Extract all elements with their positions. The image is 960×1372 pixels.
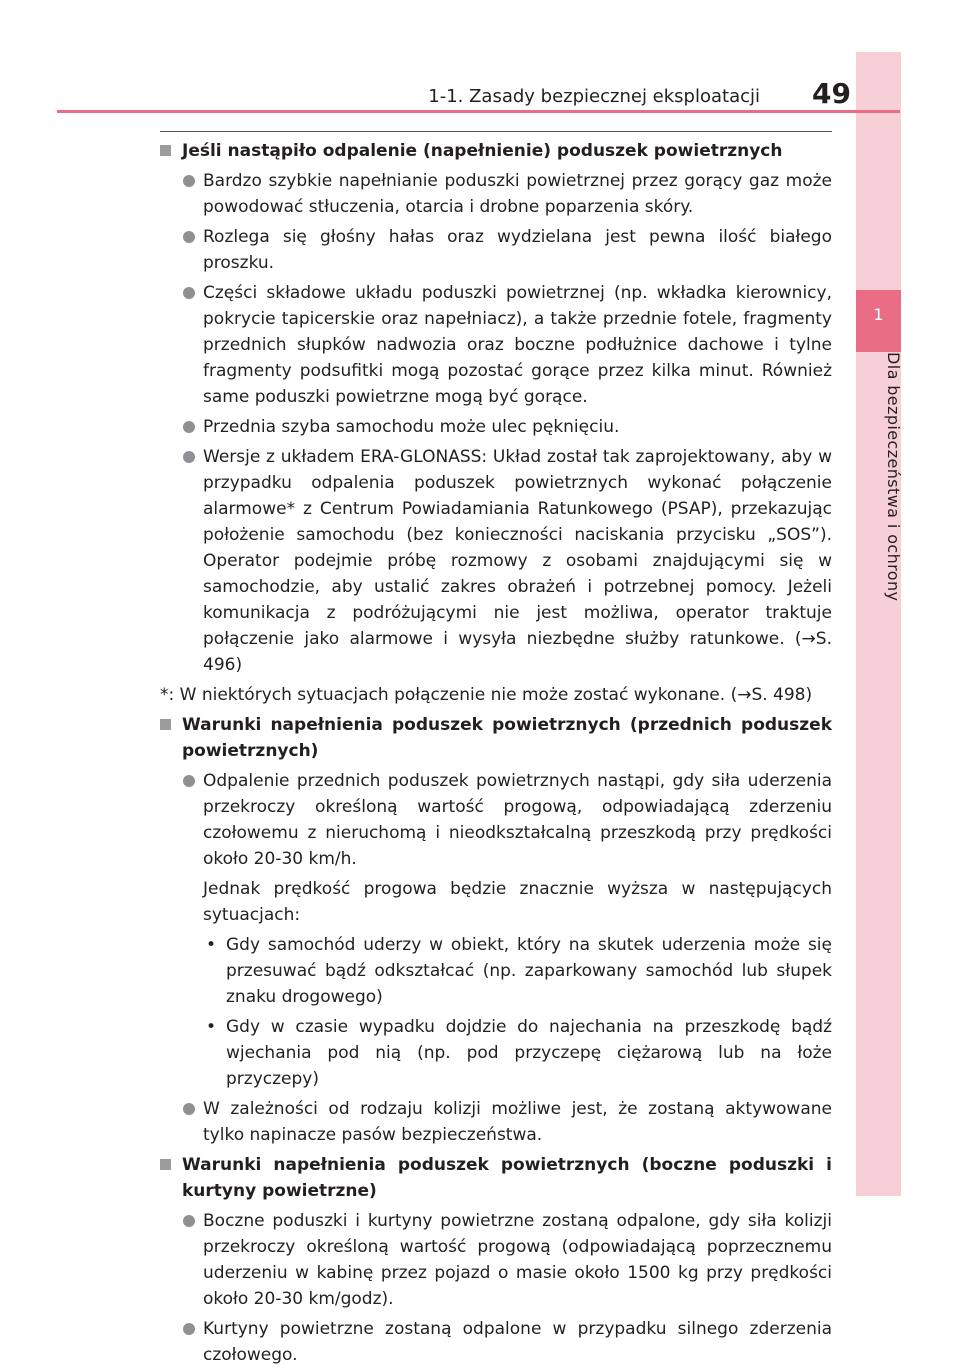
list-item-text: Kurtyny powietrzne zostaną odpalone w przypadku silnego zderzenia czołowego. [203, 1319, 832, 1365]
section-heading [160, 712, 832, 764]
round-bullet-icon [183, 287, 195, 299]
list-item-text: Rozlega się głośny hałas oraz wydzielana jest pewna ilość białego proszku. [203, 227, 832, 273]
list-item-text: Bardzo szybkie napełnianie poduszki powietrznej przez gorący gaz może powodować stłuczenia, otarcia i drobne poparzenia skóry. [203, 171, 832, 217]
sub-list-item [160, 1014, 832, 1092]
square-bullet-icon [160, 1159, 171, 1170]
list-item-text: W zależności od rodzaju kolizji możliwe jest, że zostaną aktywowane tylko napinacze pasów bezpieczeństwa. [203, 1099, 832, 1145]
heading-text: Warunki napełnienia poduszek powietrznych (boczne poduszki i kurtyny powietrzne) [182, 1155, 832, 1201]
chapter-number: 1 [873, 305, 884, 324]
dot-bullet-icon: • [206, 935, 217, 955]
square-bullet-icon [160, 145, 171, 156]
list-item [160, 280, 832, 410]
round-bullet-icon [183, 421, 195, 433]
sub-list-item-text: Gdy samochód uderzy w obiekt, który na skutek uderzenia może się przesuwać bądź odkształcać (np. zaparkowany samochód lub słupek znaku drogowego) [226, 935, 832, 1007]
round-bullet-icon [183, 231, 195, 243]
header-rule [57, 110, 900, 113]
list-item-text: Boczne poduszki i kurtyny powietrzne zostaną odpalone, gdy siła kolizji przekroczy określoną wartość progową (odpowiadającą poprzecznemu uderzeniu w kabinę przez pojazd o masie około 1500 kg przy prędkości około 20-30 km/godz). [203, 1211, 832, 1309]
chapter-sidebar [856, 52, 901, 1196]
chapter-title: Dla bezpieczeństwa i ochrony [884, 352, 903, 602]
list-item [160, 1208, 832, 1312]
round-bullet-icon [183, 1323, 195, 1335]
page-content [160, 138, 832, 1372]
sub-list-item [160, 932, 832, 1010]
list-item-text: Wersje z układem ERA-GLONASS: Układ został tak zaprojektowany, aby w przypadku odpalenia poduszek powietrznych wykonać połączenie alarmowe* z Centrum Powiadamiania Ratunkowego (PSAP), przekazując położenie samochodu (bez konieczności naciskania przycisku „SOS”). Operator podejmie próbę rozmowy z osobami znajdującymi się w samochodzie, aby ustalić zakres obrażeń i potrzebnej pomocy. Jeżeli komunikacja z podróżującymi nie jest możliwa, operator traktuje połączenie jako alarmowe i wysyła niezbędne służby ratunkowe. (→S. 496) [203, 447, 832, 675]
list-item [160, 1316, 832, 1368]
round-bullet-icon [183, 1103, 195, 1115]
list-item-text: Części składowe układu poduszki powietrznej (np. wkładka kierownicy, pokrycie tapicerskie oraz napełniacz), a także przednie fotele, fragmenty przednich słupków nadwozia oraz boczne podłużnice dachowe i tylne fragmenty podsufitki mogą pozostać gorące przez kilka minut. Również same poduszki powietrzne mogą być gorące. [203, 283, 832, 407]
section-heading [160, 138, 832, 164]
list-item [160, 444, 832, 678]
section-title: 1-1. Zasady bezpiecznej eksploatacji [428, 86, 760, 107]
round-bullet-icon [183, 775, 195, 787]
heading-text: Warunki napełnienia poduszek powietrznych (przednich poduszek powietrznych) [182, 715, 832, 761]
list-item-text: Przednia szyba samochodu może ulec pęknięciu. [203, 417, 620, 437]
square-bullet-icon [160, 719, 171, 730]
footnote: *: W niektórych sytuacjach połączenie nie może zostać wykonane. (→S. 498) [160, 685, 813, 705]
round-bullet-icon [183, 1215, 195, 1227]
list-item [160, 168, 832, 220]
list-item [160, 1096, 832, 1148]
page-number: 49 [812, 77, 851, 110]
heading-text: Jeśli nastąpiło odpalenie (napełnienie) poduszek powietrznych [182, 141, 783, 161]
list-item [160, 224, 832, 276]
round-bullet-icon [183, 451, 195, 463]
paragraph: Jednak prędkość progowa będzie znacznie wyższa w następujących sytuacjach: [203, 879, 832, 925]
list-item [160, 768, 832, 872]
sub-list-item-text: Gdy w czasie wypadku dojdzie do najechania na przeszkodę bądź wjechania pod nią (np. pod przyczepę ciężarową lub na łoże przyczepy) [226, 1017, 832, 1089]
list-item-text: Odpalenie przednich poduszek powietrznych nastąpi, gdy siła uderzenia przekroczy określoną wartość progową, odpowiadającą zderzeniu czołowemu z nieruchomą i nieodkształcalną przeszkodą przy prędkości około 20-30 km/h. [203, 771, 832, 869]
dot-bullet-icon: • [206, 1017, 217, 1037]
section-heading [160, 1152, 832, 1204]
list-item [160, 414, 832, 440]
round-bullet-icon [183, 175, 195, 187]
content-top-rule [160, 131, 832, 132]
